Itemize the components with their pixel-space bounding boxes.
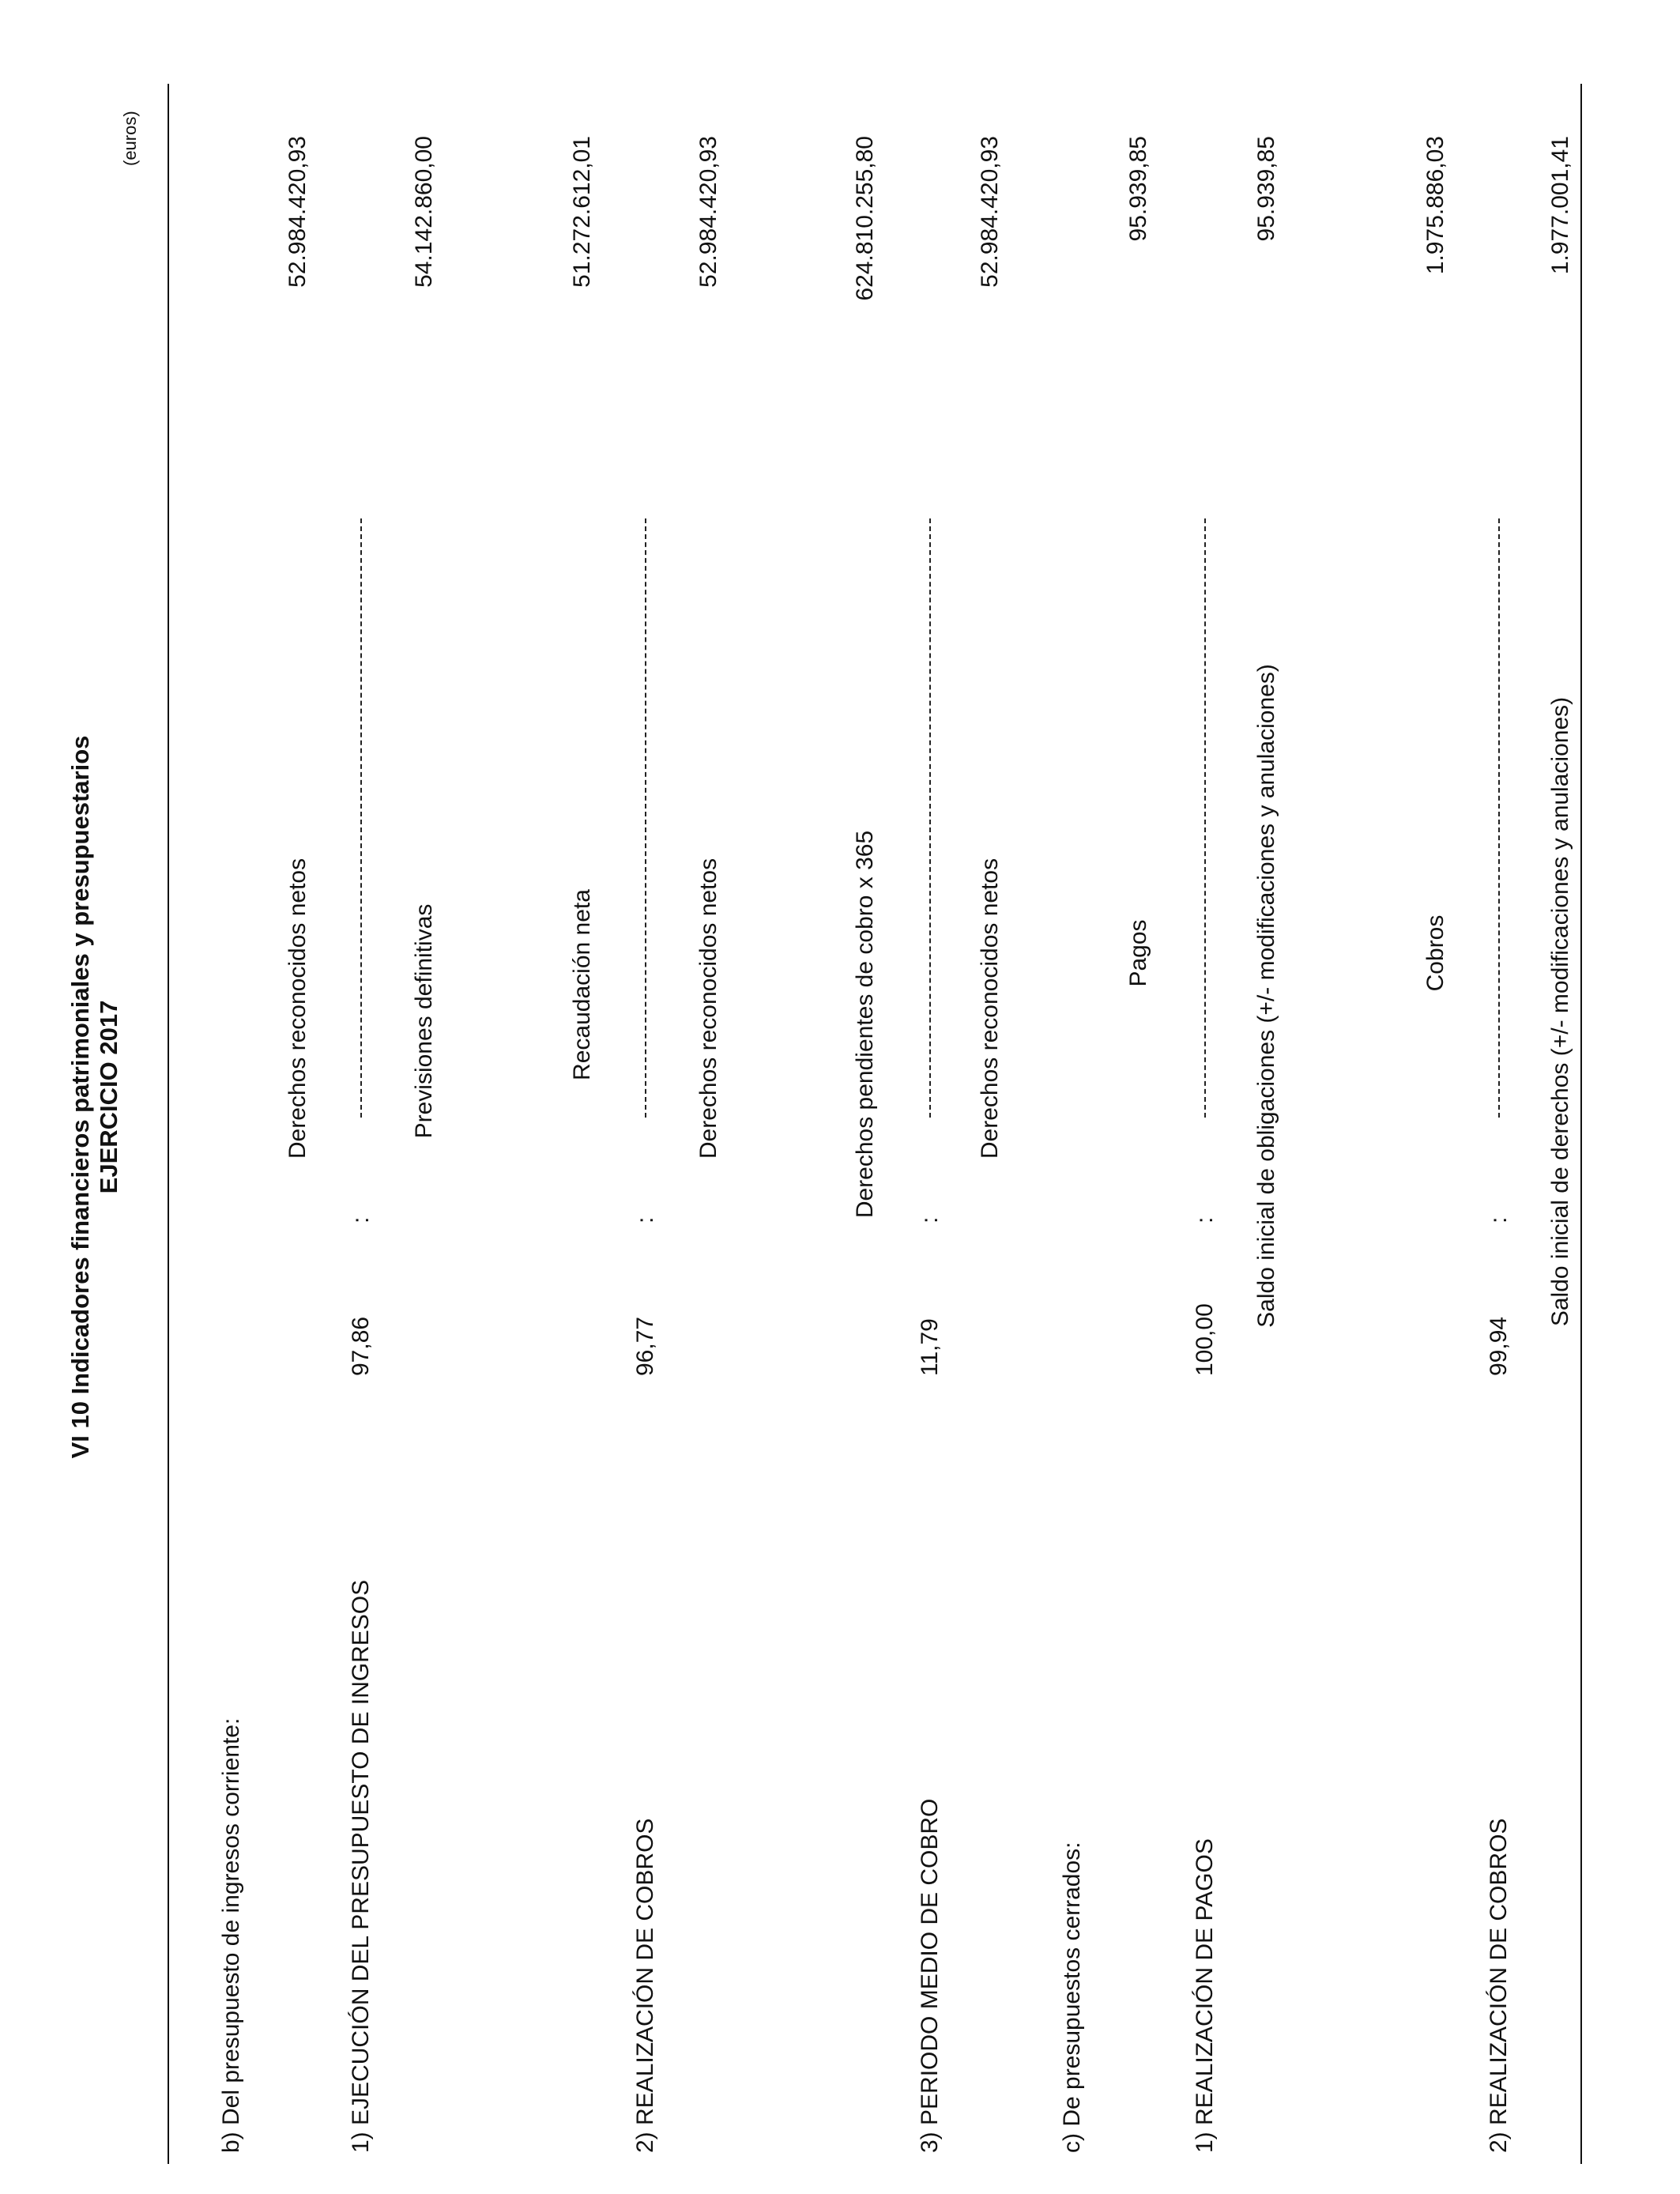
indicator-label: 1) REALIZACIÓN DE PAGOS [1192,1838,1218,2153]
indicator-colon: : [632,1216,658,1223]
denominator-value: 54.142.860,00 [411,136,437,288]
numerator-text: Derechos pendientes de cobro x 365 [852,830,878,1219]
numerator-value: 624.810.255,80 [852,136,878,301]
indicator-colon: : [1192,1216,1218,1223]
indicator-colon: : [348,1216,374,1223]
numerator-text: Derechos reconocidos netos [284,858,311,1159]
denominator-text: Derechos reconocidos netos [977,858,1003,1159]
fraction-line [360,518,362,1118]
denominator-value: 95.939,85 [1253,136,1279,242]
numerator-text: Pagos [1125,919,1151,987]
indicator-label: 1) EJECUCIÓN DEL PRESUPUESTO DE INGRESOS [348,1579,374,2153]
numerator-value: 1.975.886,03 [1422,136,1448,275]
denominator-text: Saldo inicial de obligaciones (+/- modificaciones y anulaciones) [1253,664,1279,1328]
numerator-value: 51.272.612,01 [569,136,595,288]
numerator-value: 95.939,85 [1125,136,1151,242]
indicator-value: 97,86 [348,1316,374,1376]
indicator-value: 11,79 [917,1318,943,1376]
section-heading-b: b) Del presupuesto de ingresos corriente: [218,1717,244,2153]
bottom-rule [1580,84,1582,2164]
denominator-value: 1.977.001,41 [1547,136,1573,275]
fraction-line [645,518,646,1118]
page-subtitle: EJERCICIO 2017 [95,1000,122,1194]
numerator-value: 52.984.420,93 [284,136,311,288]
section-heading-c: c) De presupuestos cerrados: [1059,1842,1085,2153]
units-label: (euros) [120,111,140,166]
denominator-value: 52.984.420,93 [977,136,1003,288]
indicator-label: 2) REALIZACIÓN DE COBROS [632,1818,658,2153]
fraction-line [929,518,931,1118]
denominator-text: Derechos reconocidos netos [695,858,721,1159]
indicator-value: 99,94 [1486,1316,1512,1376]
page-title: VI 10 Indicadores financieros patrimoniales y presupuestarios [66,735,94,1459]
indicator-colon: : [1486,1216,1512,1223]
top-rule [168,84,169,2164]
indicator-label: 2) REALIZACIÓN DE COBROS [1486,1818,1512,2153]
indicator-value: 100,00 [1192,1303,1218,1376]
denominator-value: 52.984.420,93 [695,136,721,288]
indicator-colon: : [917,1216,943,1223]
denominator-text: Saldo inicial de derechos (+/- modificaciones y anulaciones) [1547,696,1573,1327]
indicator-label: 3) PERIODO MEDIO DE COBRO [917,1798,943,2153]
indicator-value: 96,77 [632,1316,658,1376]
numerator-text: Recaudación neta [569,889,595,1080]
denominator-text: Previsiones definitivas [411,903,437,1139]
fraction-line [1498,518,1500,1118]
numerator-text: Cobros [1422,914,1448,992]
fraction-line [1204,518,1206,1118]
